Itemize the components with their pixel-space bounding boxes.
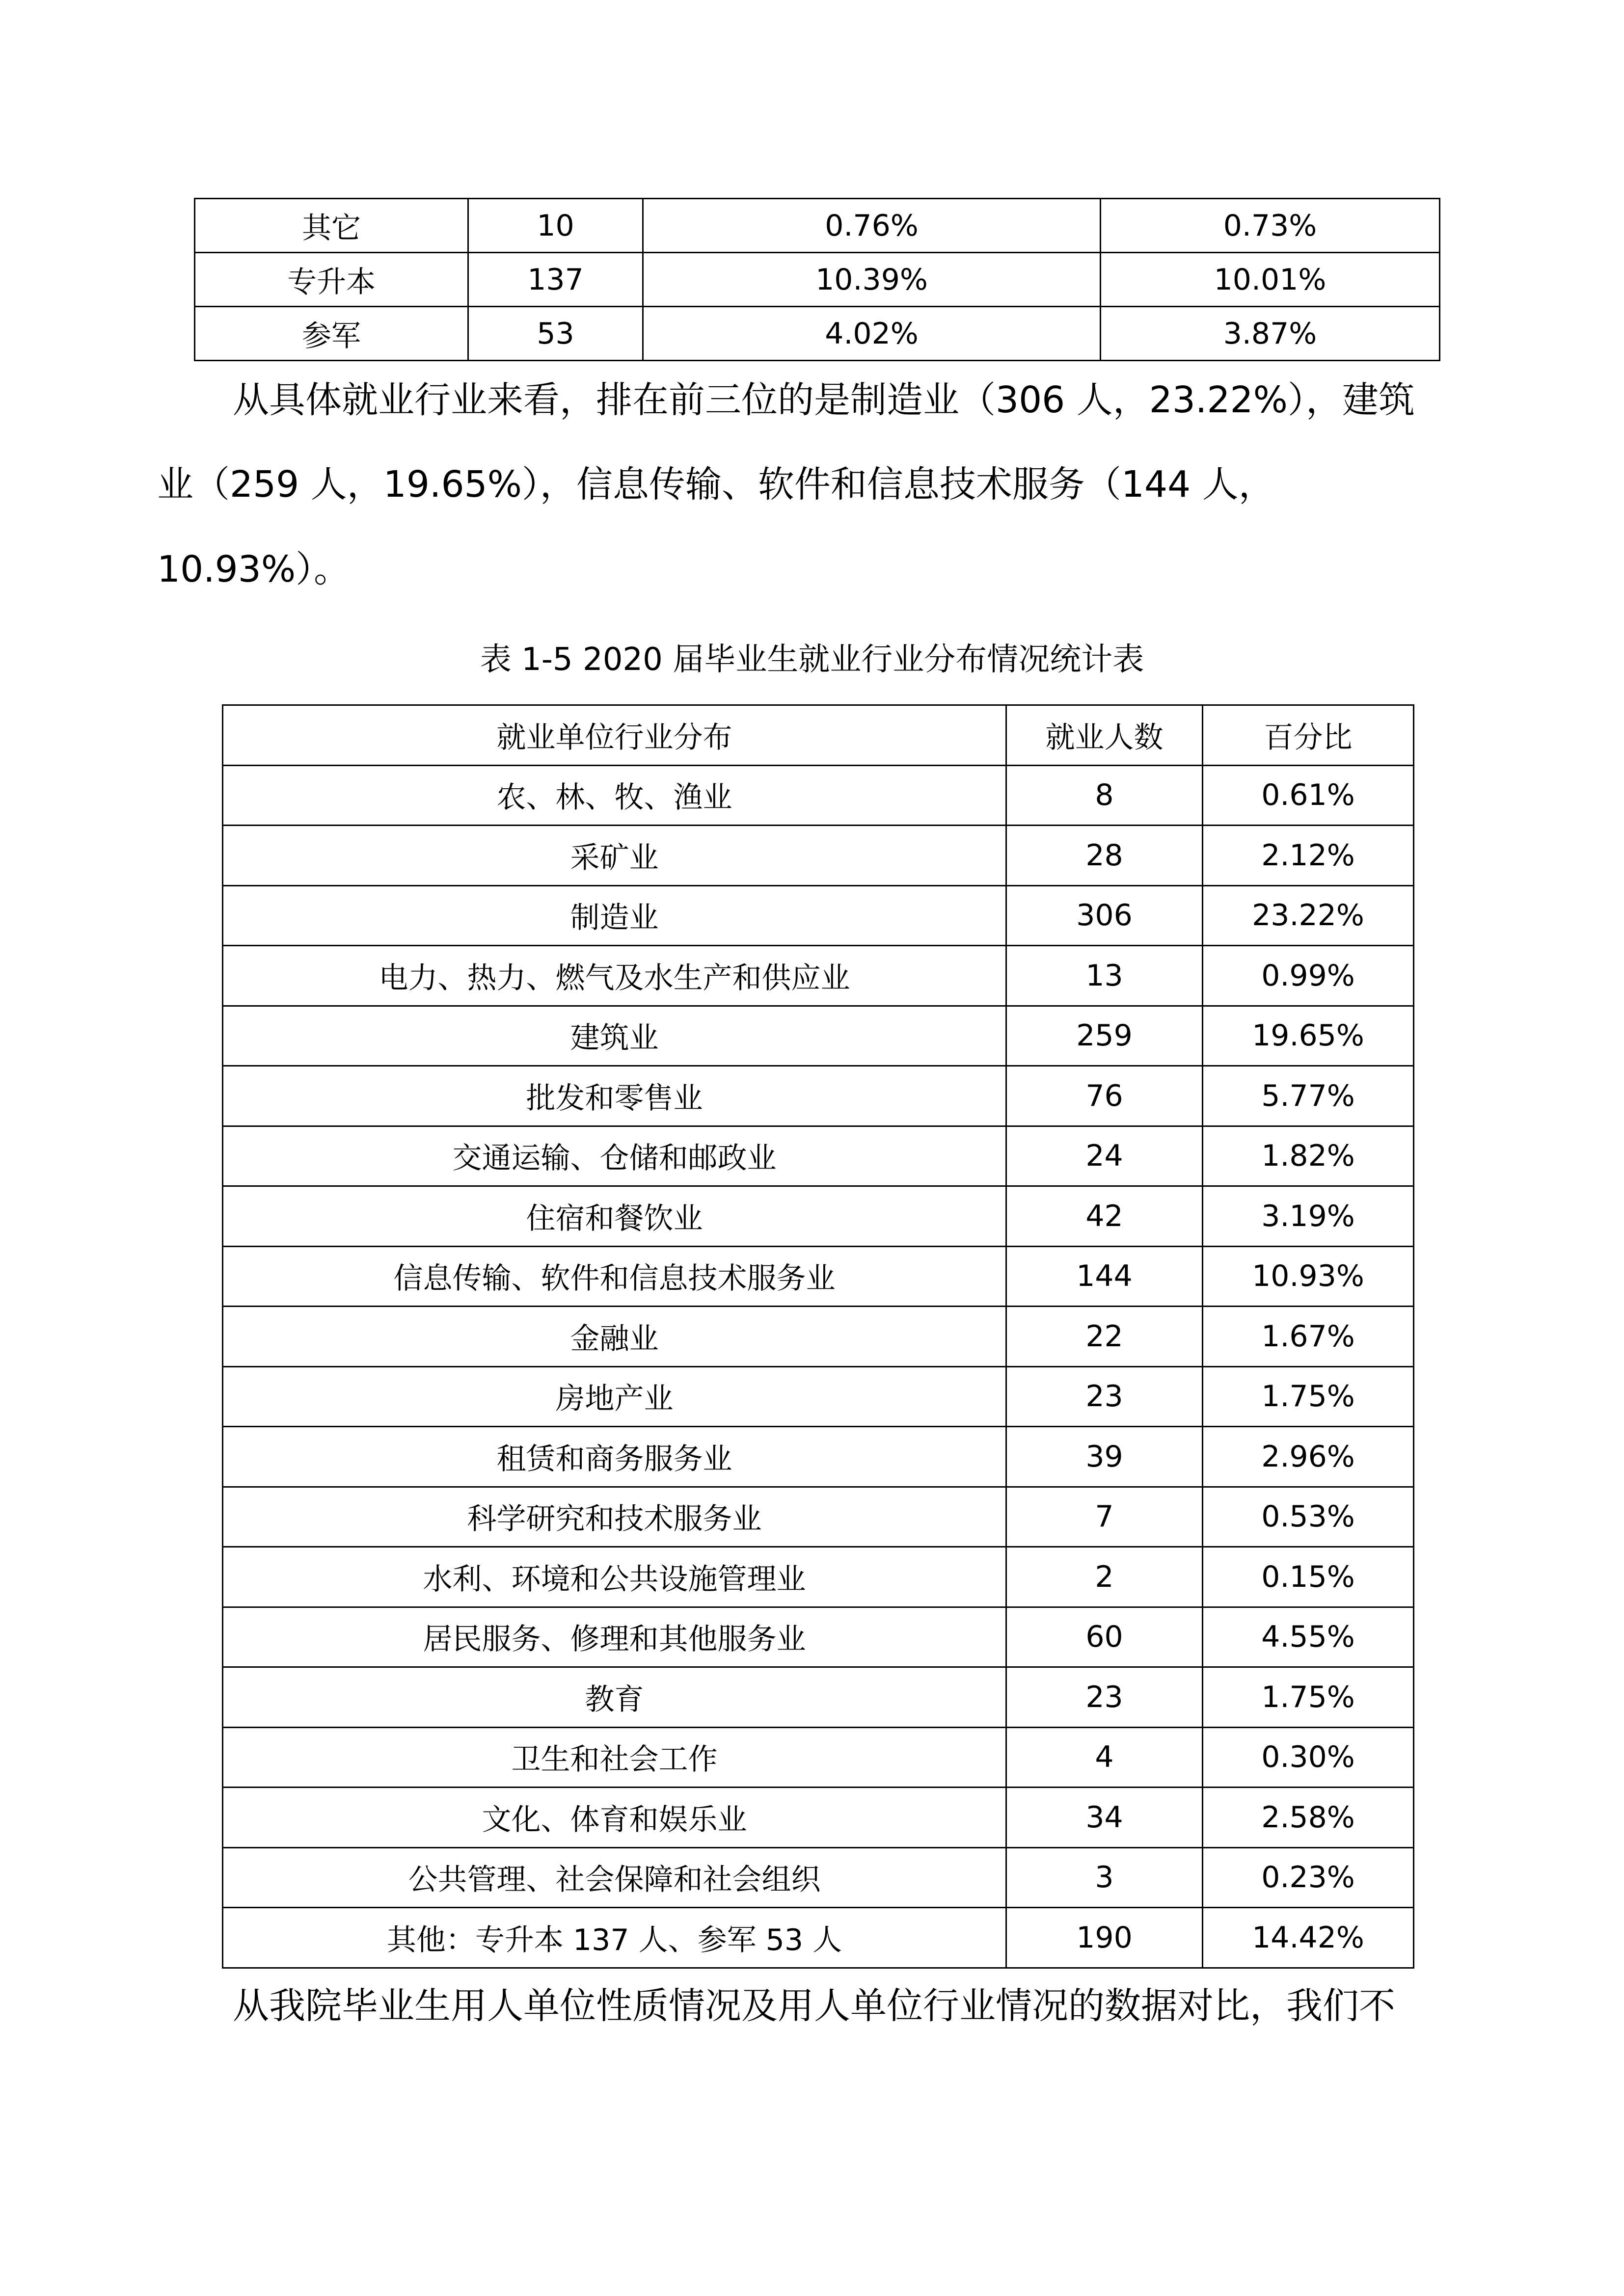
table-cell: 34 — [1006, 1788, 1203, 1848]
header-cell-count: 就业人数 — [1006, 705, 1203, 766]
paragraph-line: 从我院毕业生用人单位性质情况及用人单位行业情况的数据对比，我们不 — [233, 1985, 1395, 2027]
industry-distribution-table — [222, 704, 1414, 1969]
table-cell: 公共管理、社会保障和社会组织 — [223, 1847, 1006, 1908]
table-row — [223, 1126, 1414, 1186]
table-row — [223, 826, 1414, 886]
table-cell: 259 — [1006, 1006, 1203, 1066]
table-cell: 制造业 — [223, 885, 1006, 946]
table-row — [223, 1547, 1414, 1607]
table-cell: 14.42% — [1203, 1908, 1414, 1968]
table-cell: 金融业 — [223, 1307, 1006, 1367]
table-row — [223, 1607, 1414, 1667]
table-cell: 交通运输、仓储和邮政业 — [223, 1126, 1006, 1186]
table-row — [223, 946, 1414, 1006]
header-cell-percent: 百分比 — [1203, 705, 1414, 766]
table-header-row — [223, 705, 1414, 766]
table-row — [223, 1307, 1414, 1367]
table-row — [223, 1066, 1414, 1126]
table-cell: 专升本 — [195, 253, 468, 307]
table-cell: 房地产业 — [223, 1366, 1006, 1427]
table-cell: 1.75% — [1203, 1366, 1414, 1427]
table-row — [223, 1908, 1414, 1968]
table-cell: 53 — [468, 307, 643, 361]
table-row — [223, 1006, 1414, 1066]
table-cell: 10.01% — [1101, 253, 1440, 307]
table-cell: 参军 — [195, 307, 468, 361]
table-cell: 文化、体育和娱乐业 — [223, 1788, 1006, 1848]
industry-distribution-table-body — [223, 705, 1414, 1968]
table-row — [223, 1427, 1414, 1487]
table-cell: 23 — [1006, 1366, 1203, 1427]
table-row — [195, 307, 1440, 361]
table-row — [223, 1788, 1414, 1848]
table-cell: 76 — [1006, 1066, 1203, 1126]
table-cell: 42 — [1006, 1186, 1203, 1247]
table-cell: 0.76% — [643, 199, 1101, 253]
table-row — [223, 1727, 1414, 1788]
table-cell: 电力、热力、燃气及水生产和供应业 — [223, 946, 1006, 1006]
table-row — [223, 1667, 1414, 1728]
table-cell: 水利、环境和公共设施管理业 — [223, 1547, 1006, 1607]
table-cell: 137 — [468, 253, 643, 307]
table-cell: 23 — [1006, 1667, 1203, 1728]
table-cell: 采矿业 — [223, 826, 1006, 886]
table-cell: 2.96% — [1203, 1427, 1414, 1487]
table-cell: 2.12% — [1203, 826, 1414, 886]
table-cell: 批发和零售业 — [223, 1066, 1006, 1126]
table-cell: 信息传输、软件和信息技术服务业 — [223, 1246, 1006, 1307]
table-cell: 科学研究和技术服务业 — [223, 1487, 1006, 1547]
table-cell: 19.65% — [1203, 1006, 1414, 1066]
paragraph-line: 从具体就业行业来看，排在前三位的是制造业（306 人，23.22%），建筑 — [233, 379, 1415, 421]
table-cell: 10.93% — [1203, 1246, 1414, 1307]
table-cell: 10 — [468, 199, 643, 253]
table-cell: 4 — [1006, 1727, 1203, 1788]
table-cell: 39 — [1006, 1427, 1203, 1487]
table-cell: 教育 — [223, 1667, 1006, 1728]
table-cell: 0.99% — [1203, 946, 1414, 1006]
table-cell: 其它 — [195, 199, 468, 253]
table-cell: 2.58% — [1203, 1788, 1414, 1848]
table-cell: 居民服务、修理和其他服务业 — [223, 1607, 1006, 1667]
table-row — [223, 1847, 1414, 1908]
table-cell: 卫生和社会工作 — [223, 1727, 1006, 1788]
table-cell: 190 — [1006, 1908, 1203, 1968]
continuation-table — [194, 198, 1440, 361]
table-cell: 13 — [1006, 946, 1203, 1006]
table-cell: 3.19% — [1203, 1186, 1414, 1247]
table-cell: 0.53% — [1203, 1487, 1414, 1547]
table-cell: 3 — [1006, 1847, 1203, 1908]
paragraph-line: 10.93%）。 — [157, 548, 351, 590]
table-row — [195, 199, 1440, 253]
table-row — [223, 1186, 1414, 1247]
continuation-table-body — [195, 199, 1440, 361]
table-cell: 0.61% — [1203, 765, 1414, 826]
table-cell: 5.77% — [1203, 1066, 1414, 1126]
table-row — [223, 765, 1414, 826]
table-row — [195, 253, 1440, 307]
table-cell: 农、林、牧、渔业 — [223, 765, 1006, 826]
table-cell: 24 — [1006, 1126, 1203, 1186]
table-cell: 0.73% — [1101, 199, 1440, 253]
table-cell: 306 — [1006, 885, 1203, 946]
table-row — [223, 1246, 1414, 1307]
table-cell: 2 — [1006, 1547, 1203, 1607]
table-cell: 1.82% — [1203, 1126, 1414, 1186]
table-cell: 7 — [1006, 1487, 1203, 1547]
header-cell-industry: 就业单位行业分布 — [223, 705, 1006, 766]
table-cell: 0.30% — [1203, 1727, 1414, 1788]
table-cell: 住宿和餐饮业 — [223, 1186, 1006, 1247]
table-cell: 8 — [1006, 765, 1203, 826]
table-cell: 1.67% — [1203, 1307, 1414, 1367]
table-cell: 0.23% — [1203, 1847, 1414, 1908]
table-caption: 表 1-5 2020 届毕业生就业行业分布情况统计表 — [480, 641, 1144, 678]
table-cell: 1.75% — [1203, 1667, 1414, 1728]
table-row — [223, 1487, 1414, 1547]
paragraph-line: 业（259 人，19.65%），信息传输、软件和信息技术服务（144 人， — [157, 463, 1275, 506]
table-cell: 3.87% — [1101, 307, 1440, 361]
table-cell: 0.15% — [1203, 1547, 1414, 1607]
table-cell: 22 — [1006, 1307, 1203, 1367]
table-cell: 租赁和商务服务业 — [223, 1427, 1006, 1487]
table-cell: 其他：专升本 137 人、参军 53 人 — [223, 1908, 1006, 1968]
table-cell: 4.55% — [1203, 1607, 1414, 1667]
table-cell: 23.22% — [1203, 885, 1414, 946]
table-cell: 60 — [1006, 1607, 1203, 1667]
table-cell: 144 — [1006, 1246, 1203, 1307]
table-row — [223, 1366, 1414, 1427]
table-cell: 建筑业 — [223, 1006, 1006, 1066]
table-cell: 28 — [1006, 826, 1203, 886]
table-row — [223, 885, 1414, 946]
table-cell: 10.39% — [643, 253, 1101, 307]
table-cell: 4.02% — [643, 307, 1101, 361]
